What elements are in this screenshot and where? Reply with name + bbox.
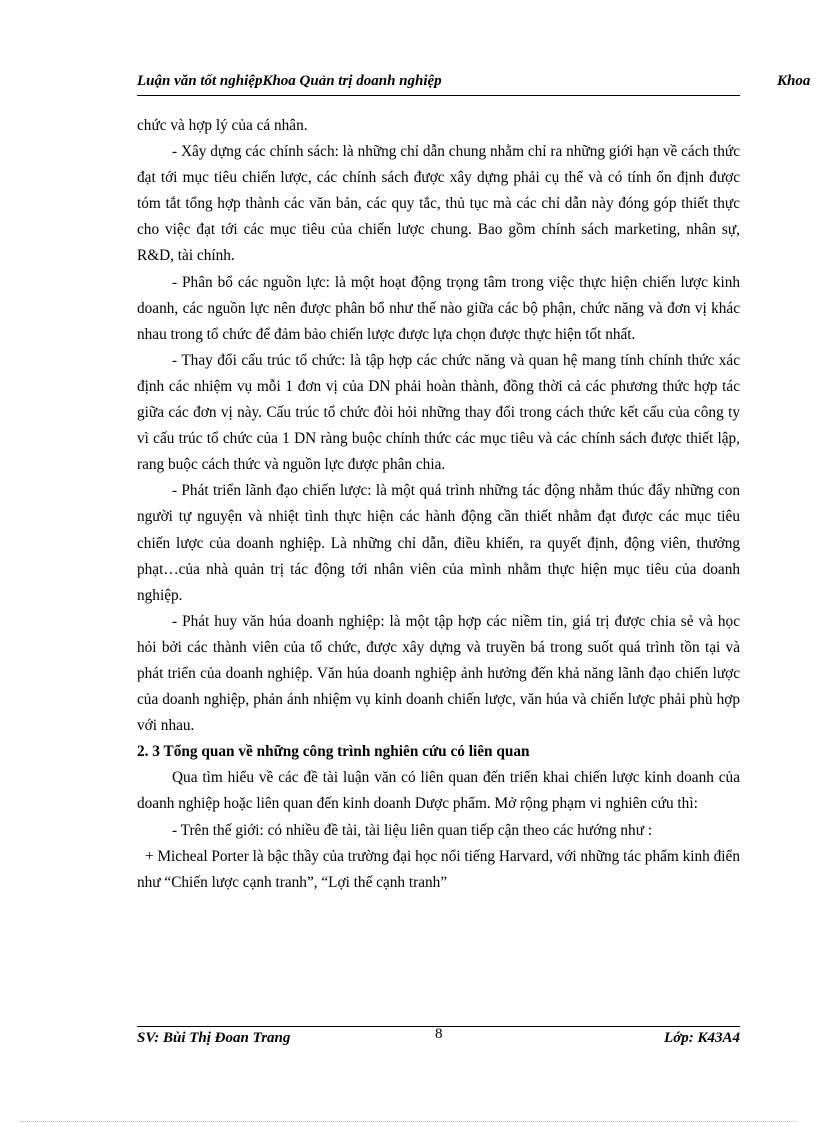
paragraph-policy: - Xây dựng các chính sách: là những chỉ dẫn chung nhằm chỉ ra những giới hạn về cách thức đạt tới mục tiêu chiến lược, các chính sách được xây dựng phải cụ thể và có tính ổn định được tóm tắt tổng hợp thành các văn bản, các quy tắc, thủ tục mà các chỉ dẫn này đóng góp thiết thực cho việc đạt tới các mục tiêu của chiến lược chung. Bao gồm chính sách marketing, nhân sự, R&D, tài chính.: [137, 143, 740, 265]
paragraph-porter: + Micheal Porter là bậc thầy của trường đại học nổi tiếng Harvard, với những tác phẩm kinh điển như “Chiến lược cạnh tranh”, “Lợi thế cạnh tranh”: [137, 847, 740, 891]
header-rule: [137, 95, 740, 96]
running-header: [137, 73, 816, 95]
paragraph-research-overview: Qua tìm hiểu về các đề tài luận văn có liên quan đến triển khai chiến lược kinh doanh của doanh nghiệp hoặc liên quan đến kinh doanh Dược phẩm. Mở rộng phạm vi nghiên cứu thì:: [137, 769, 740, 813]
paragraph-corporate-culture: - Phát huy văn húa doanh nghiệp: là một tập hợp các niềm tin, giá trị được chia sẻ và học hỏi bởi các thành viên của tổ chức, được xây dựng và truyền bá trong suốt quá trình tồn tại và phát triển của doanh nghiệp. Văn húa doanh nghiệp ảnh hưởng đến khả năng lãnh đạo chiến lược của doanh nghiệp, phản ánh nhiệm vụ kinh doanh chiến lược, văn húa và chiến lược phải phù hợp với nhau.: [137, 612, 740, 735]
paragraph-continuation: chức và hợp lý của cá nhân.: [137, 117, 308, 134]
footer-class: Lớp: K43A4: [664, 1030, 740, 1046]
page-bottom-border: [20, 1121, 796, 1122]
paragraph-strategic-leadership: - Phát triển lãnh đạo chiến lược: là một quá trình những tác động nhằm thúc đẩy những con người tự nguyện và nhiệt tình thực hiện các hành động cần thiết nhằm đạt được các mục tiêu chiến lược của doanh nghiệp. Là những chỉ dẫn, điều khiển, ra quyết định, động viên, thưởng phạt…của nhà quản trị tác động tới nhân viên của mình nhằm thực hiện mục tiêu của doanh nghiệp.: [137, 482, 740, 604]
section-heading: 2. 3 Tổng quan về những công trình nghiên cứu có liên quan: [137, 743, 530, 761]
header-title-overflow: Khoa: [777, 73, 811, 89]
footer-student-name: SV: Bùi Thị Đoan Trang: [137, 1030, 291, 1046]
document-body: [137, 113, 740, 896]
paragraph-resource-allocation: - Phân bổ các nguồn lực: là một hoạt động trọng tâm trong việc thực hiện chiến lược kinh doanh, các nguồn lực nên được phân bổ như thế nào giữa các bộ phận, chức năng và đơn vị khác nhau trong tổ chức để đảm bảo chiến lược được lựa chọn được thực hiện tốt nhất.: [137, 273, 740, 343]
paragraph-international: - Trên thế giới: có nhiều đề tài, tài liệu liên quan tiếp cận theo các hướng như :: [172, 821, 653, 839]
page-number: 8: [435, 1026, 443, 1042]
header-title: Luận văn tốt nghiệpKhoa Quản trị doanh nghiệp: [137, 73, 442, 89]
paragraph-org-structure: - Thay đổi cấu trúc tổ chức: là tập hợp các chức năng và quan hệ mang tính chính thức xác định các nhiệm vụ mỗi 1 đơn vị của DN phải hoàn thành, đồng thời cả các phương thức hợp tác giữa các đơn vị này. Cấu trúc tổ chức đòi hỏi những thay đổi trong cách thức kết cấu của công ty vì cấu trúc tổ chức của 1 DN ràng buộc chính thức các mục tiêu và các chính sách được thiết lập, rang buộc cách thức và nguồn lực được phân chia.: [137, 351, 740, 474]
page-footer: [137, 1028, 740, 1050]
